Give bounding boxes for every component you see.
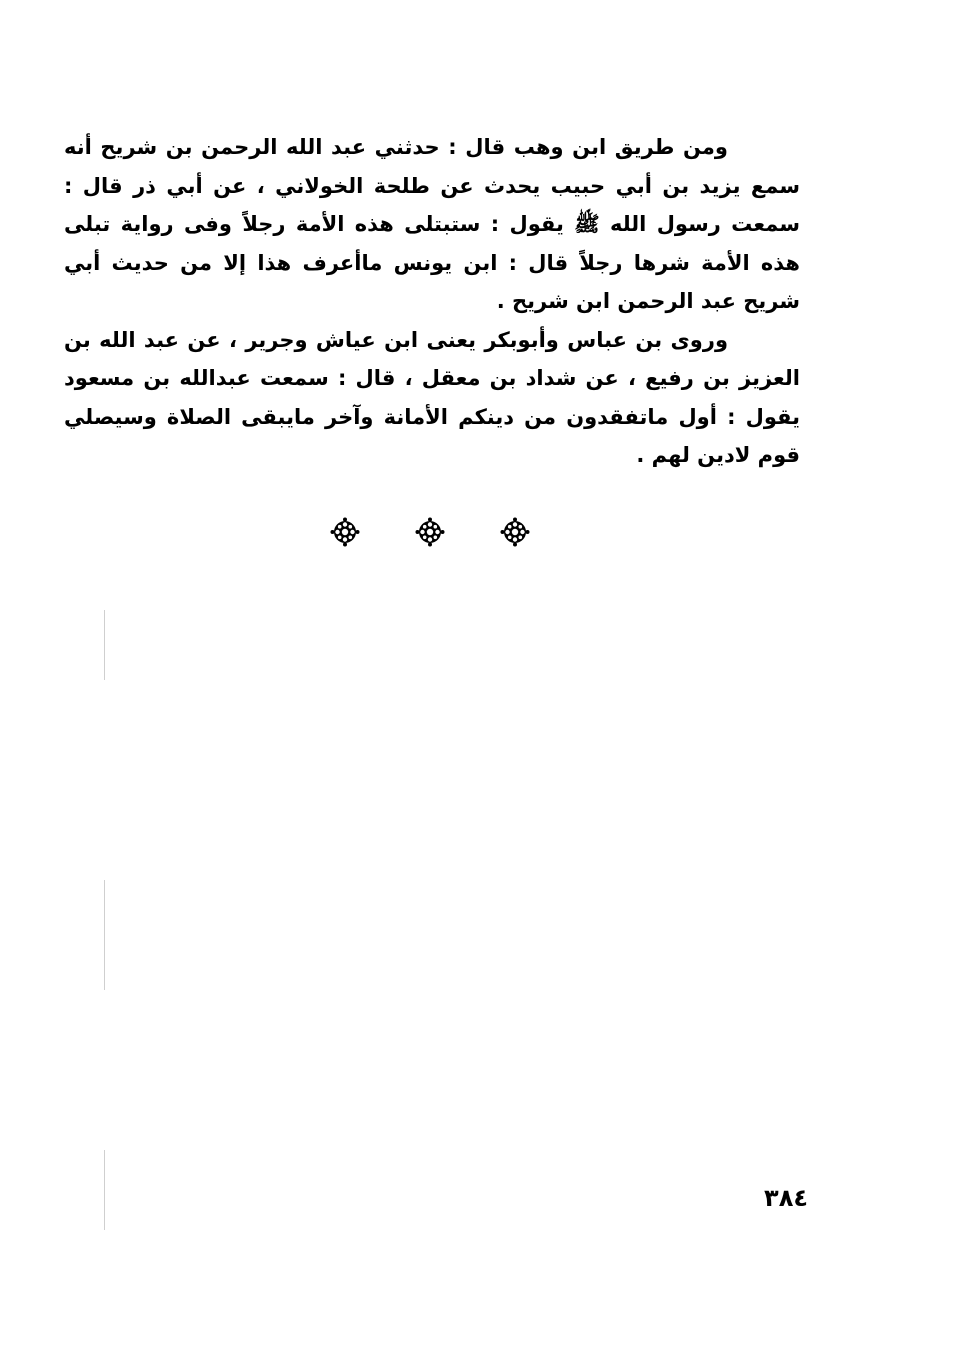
flower-ornament-icon [415, 517, 445, 547]
paragraph-2: وروى بن عباس وأبوبكر يعنى ابن عياش وجرير ، عن عبد الله بن العزيز بن رفيع ، عن شداد بن معقل ، قال : سمعت عبدالله بن مسعود يقول : أول ماتفقدون من دينكم الأمانة وآخر مايبقى الصلاة وسيصلي قوم لادين لهم . [64, 327, 800, 467]
paragraph-1: ومن طريق ابن وهب قال : حدثني عبد الله الرحمن بن شريح أنه سمع يزيد بن أبي حبيب يحدث عن طلحة الخولاني ، عن أبي ذر قال : سمعت رسول الله ﷺ يقول : ستبتلى هذه الأمة رجلاً وفى رواية تبلى هذه الأمة شرها رجلاً قال : ابن يونس ماأعرف هذا إلا من حديث أبي شريح عبد الرحمن ابن شريح . [64, 135, 800, 313]
flower-ornament-icon [500, 517, 530, 547]
page-number: ٣٨٤ [764, 1184, 808, 1212]
scan-mark-top [104, 610, 105, 680]
scan-mark-bottom [104, 1150, 105, 1230]
scan-mark-middle [104, 880, 105, 990]
flower-ornament-icon [330, 517, 360, 547]
body-text [64, 128, 800, 475]
section-divider [330, 516, 530, 548]
